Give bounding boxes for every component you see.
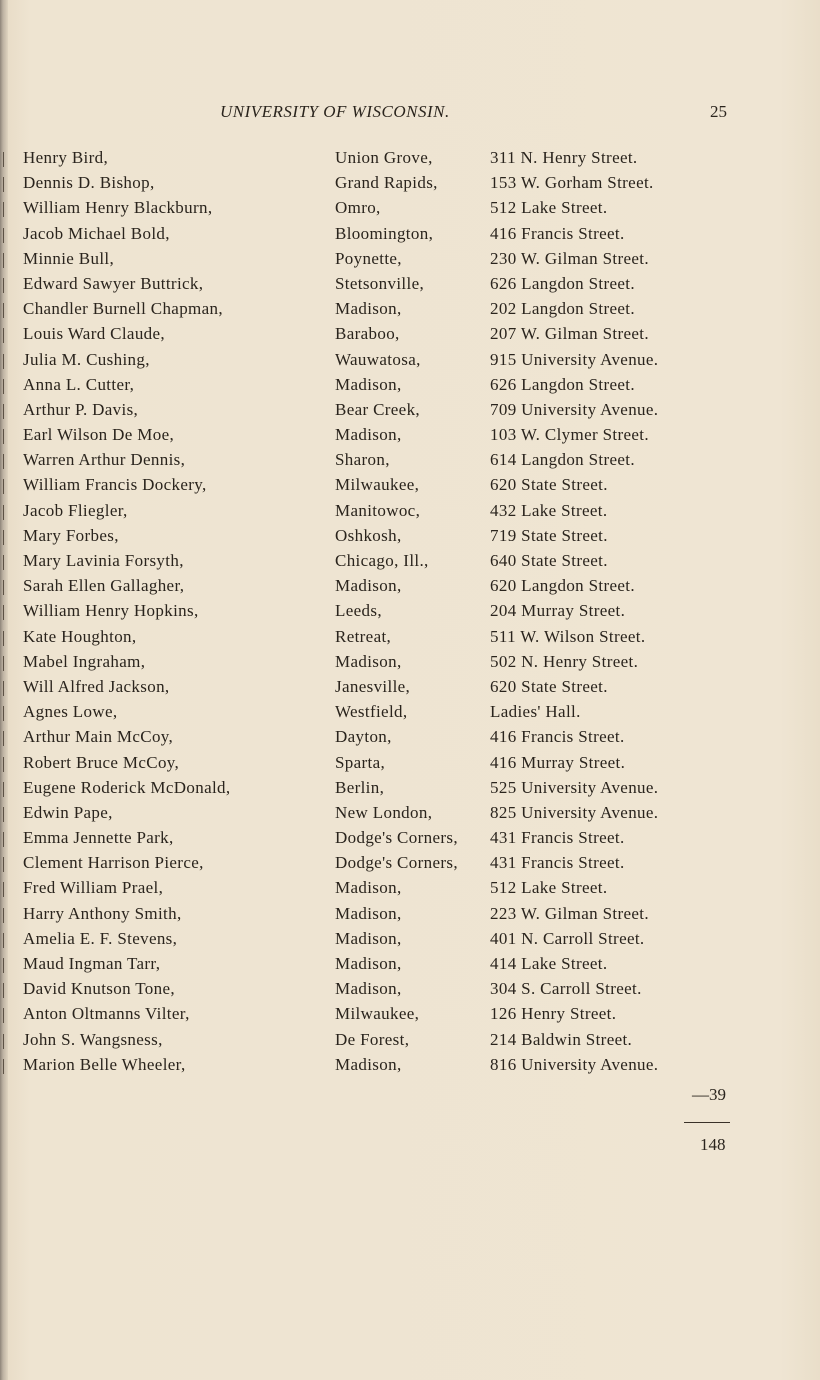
student-row [0,778,820,803]
student-row [0,1030,820,1055]
student-town: Sparta, [335,752,386,772]
student-town: Manitowoc, [335,500,421,520]
student-address: 431 Francis Street. [490,853,625,873]
student-town: Madison, [335,576,402,596]
student-address: 614 Langdon Street. [490,450,635,470]
margin-mark [3,757,7,772]
student-address: 719 State Street. [490,525,608,545]
student-town: Oshkosh, [335,525,402,545]
student-name: Chandler Burnell Chapman, [23,299,223,319]
student-row [0,929,820,954]
student-town: Berlin, [335,777,385,797]
margin-mark [3,580,7,595]
margin-mark [3,454,7,469]
student-row [0,400,820,425]
student-address: 416 Francis Street. [490,727,625,747]
student-town: Retreat, [335,626,392,646]
student-address: 512 Lake Street. [490,198,608,218]
student-name: Emma Jennette Park, [23,828,174,848]
student-name: Minnie Bull, [23,248,115,268]
student-row [0,954,820,979]
margin-mark [3,354,7,369]
student-row [0,299,820,324]
running-head [0,102,820,128]
margin-mark [3,429,7,444]
student-row [0,551,820,576]
margin-mark [3,303,7,318]
student-address: 620 State Street. [490,475,608,495]
student-row [0,753,820,778]
student-name: Arthur Main McCoy, [23,727,174,747]
margin-mark [3,152,7,167]
margin-mark [3,530,7,545]
student-name: Agnes Lowe, [23,702,118,722]
student-name: Harry Anthony Smith, [23,903,182,923]
student-address: 304 S. Carroll Street. [490,979,642,999]
student-address: 103 W. Clymer Street. [490,425,649,445]
student-town: De Forest, [335,1029,410,1049]
student-address: 223 W. Gilman Street. [490,903,649,923]
student-row [0,1004,820,1029]
student-address: 620 State Street. [490,676,608,696]
margin-mark [3,882,7,897]
margin-mark [3,379,7,394]
student-row [0,803,820,828]
margin-mark [3,958,7,973]
margin-mark [3,706,7,721]
total: 148 [700,1135,726,1154]
student-town: Union Grove, [335,148,433,167]
student-name: Dennis D. Bishop, [23,173,155,193]
student-address: 431 Francis Street. [490,828,625,848]
student-address: 512 Lake Street. [490,878,608,898]
student-row [0,828,820,853]
margin-mark [3,731,7,746]
student-address: 825 University Avenue. [490,802,659,822]
margin-mark [3,328,7,343]
student-address: 432 Lake Street. [490,500,608,520]
student-name: Mary Lavinia Forsyth, [23,551,184,570]
student-row [0,148,820,173]
student-town: Madison, [335,903,402,923]
student-town: Wauwatosa, [335,349,421,369]
margin-mark [3,656,7,671]
student-name: Eugene Roderick McDonald, [23,777,231,797]
margin-mark [3,681,7,696]
student-name: Louis Ward Claude, [23,324,166,344]
running-title: UNIVERSITY OF WISCONSIN. [220,102,450,121]
student-row [0,375,820,400]
student-address: 311 N. Henry Street. [490,148,638,167]
student-town: New London, [335,802,433,822]
student-row [0,677,820,702]
student-name: Marion Belle Wheeler, [23,1054,186,1074]
student-town: Milwaukee, [335,1004,420,1024]
student-name: Robert Bruce McCoy, [23,752,180,772]
student-row [0,274,820,299]
margin-mark [3,404,7,419]
subtotal: —39 [692,1085,726,1104]
student-name: Mabel Ingraham, [23,651,146,671]
student-town: Stetsonville, [335,273,425,293]
margin-mark [3,908,7,923]
margin-mark [3,605,7,620]
student-row [0,475,820,500]
margin-mark [3,479,7,494]
student-row [0,652,820,677]
student-town: Poynette, [335,248,402,268]
student-row [0,425,820,450]
student-row [0,526,820,551]
margin-mark [3,1008,7,1023]
student-address: 709 University Avenue. [490,399,659,419]
student-name: Amelia E. F. Stevens, [23,928,178,948]
margin-mark [3,631,7,646]
margin-mark [3,933,7,948]
student-address: 230 W. Gilman Street. [490,248,649,268]
student-row [0,904,820,929]
student-town: Madison, [335,299,402,319]
student-name: Kate Houghton, [23,626,137,646]
student-address: 126 Henry Street. [490,1004,617,1024]
student-name: Earl Wilson De Moe, [23,425,175,445]
student-town: Bear Creek, [335,399,421,419]
student-address: 502 N. Henry Street. [490,651,639,671]
student-row [0,350,820,375]
student-name: William Henry Hopkins, [23,601,199,621]
student-address: 416 Murray Street. [490,752,626,772]
student-row [0,324,820,349]
student-town: Chicago, Ill., [335,551,429,570]
student-town: Madison, [335,1054,402,1074]
student-name: Mary Forbes, [23,525,119,545]
margin-mark [3,1059,7,1074]
student-row [0,173,820,198]
student-row [0,878,820,903]
student-name: Julia M. Cushing, [23,349,150,369]
student-address: 214 Baldwin Street. [490,1029,633,1049]
student-name: Jacob Michael Bold, [23,223,170,243]
student-town: Dodge's Corners, [335,828,458,848]
student-address: 401 N. Carroll Street. [490,928,645,948]
student-address: 416 Francis Street. [490,223,625,243]
student-town: Janesville, [335,676,411,696]
margin-mark [3,253,7,268]
student-town: Madison, [335,878,402,898]
margin-mark [3,782,7,797]
margin-mark [3,857,7,872]
student-name: David Knutson Tone, [23,979,175,999]
student-name: Warren Arthur Dennis, [23,450,186,470]
student-town: Baraboo, [335,324,400,344]
student-town: Madison, [335,425,402,445]
student-town: Dayton, [335,727,392,747]
student-name: Anna L. Cutter, [23,374,135,394]
student-town: Leeds, [335,601,382,621]
margin-mark [3,1034,7,1049]
student-row [0,853,820,878]
student-town: Madison, [335,928,402,948]
student-row [0,601,820,626]
student-name: Arthur P. Davis, [23,399,139,419]
student-address: 620 Langdon Street. [490,576,635,596]
student-address: 202 Langdon Street. [490,299,635,319]
student-row [0,727,820,752]
student-row [0,1055,820,1080]
student-name: Will Alfred Jackson, [23,676,170,696]
student-address: 207 W. Gilman Street. [490,324,649,344]
student-name: Jacob Fliegler, [23,500,128,520]
margin-mark [3,228,7,243]
student-row [0,198,820,223]
student-address: 626 Langdon Street. [490,273,635,293]
student-row [0,576,820,601]
student-row [0,979,820,1004]
margin-mark [3,202,7,217]
student-row [0,627,820,652]
sum-rule [684,1122,730,1123]
student-address: 525 University Avenue. [490,777,659,797]
student-town: Madison, [335,651,402,671]
student-address: 915 University Avenue. [490,349,659,369]
student-town: Milwaukee, [335,475,420,495]
student-town: Madison, [335,979,402,999]
student-town: Madison, [335,374,402,394]
student-town: Omro, [335,198,381,218]
student-name: Edwin Pape, [23,802,113,822]
margin-mark [3,505,7,520]
student-address: 511 W. Wilson Street. [490,626,646,646]
student-name: Fred William Prael, [23,878,164,898]
student-address: 414 Lake Street. [490,954,608,973]
student-name: Maud Ingman Tarr, [23,954,161,973]
margin-mark [3,807,7,822]
student-address: 153 W. Gorham Street. [490,173,654,193]
student-town: Grand Rapids, [335,173,438,193]
student-row [0,450,820,475]
margin-mark [3,278,7,293]
student-name: William Henry Blackburn, [23,198,213,218]
student-name: Henry Bird, [23,148,109,167]
student-town: Dodge's Corners, [335,853,458,873]
student-town: Westfield, [335,702,408,722]
student-name: Sarah Ellen Gallagher, [23,576,185,596]
student-address: 626 Langdon Street. [490,374,635,394]
student-name: Edward Sawyer Buttrick, [23,273,204,293]
student-row [0,702,820,727]
student-name: William Francis Dockery, [23,475,207,495]
student-row [0,501,820,526]
student-row [0,249,820,274]
page-number: 25 [710,102,727,121]
margin-mark [3,555,7,570]
student-address: 816 University Avenue. [490,1054,659,1074]
student-town: Bloomington, [335,223,434,243]
student-town: Madison, [335,954,402,973]
student-name: Anton Oltmanns Vilter, [23,1004,190,1024]
student-town: Sharon, [335,450,390,470]
margin-mark [3,177,7,192]
student-address: 204 Murray Street. [490,601,626,621]
student-name: John S. Wangsness, [23,1029,163,1049]
student-row [0,224,820,249]
student-roster [0,148,820,1080]
margin-mark [3,832,7,847]
student-address: 640 State Street. [490,551,608,570]
student-address: Ladies' Hall. [490,702,581,722]
student-name: Clement Harrison Pierce, [23,853,204,873]
margin-mark [3,983,7,998]
